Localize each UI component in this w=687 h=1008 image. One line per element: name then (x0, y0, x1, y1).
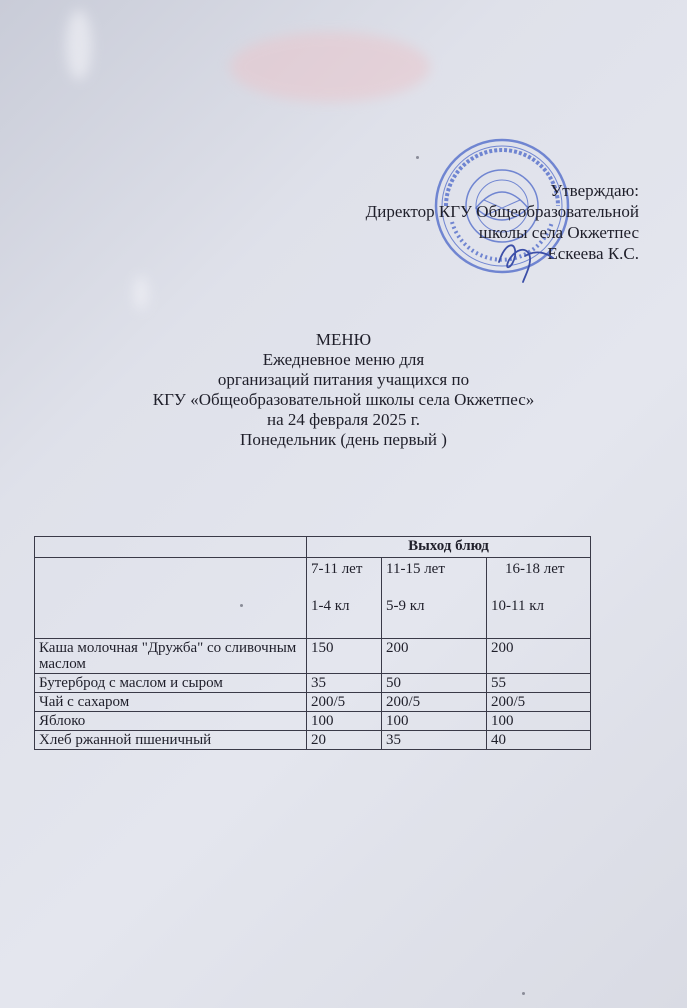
portion-value: 20 (307, 731, 382, 750)
menu-table (34, 536, 591, 750)
menu-school-name: КГУ «Общеобразовательной школы села Окжетпес» (152, 390, 535, 409)
approval-position: Директор КГУ Общеобразовательной (365, 202, 639, 221)
portion-value: 200 (487, 639, 591, 674)
age-range: 11-15 лет (386, 561, 445, 577)
portion-value: 35 (382, 731, 487, 750)
dish-name: Хлеб ржанной пшеничный (35, 731, 307, 750)
table-empty-cell (35, 558, 307, 639)
table-row (35, 712, 591, 731)
portion-value: 200 (382, 639, 487, 674)
age-group-cell (487, 558, 591, 639)
portion-value: 35 (307, 674, 382, 693)
approval-label: Утверждаю: (550, 181, 639, 200)
grade-range: 1-4 кл (311, 598, 350, 614)
menu-heading (0, 330, 687, 450)
paper-speck (240, 604, 243, 607)
dish-name: Чай с сахаром (35, 693, 307, 712)
table-header-row (35, 537, 591, 558)
table-row (35, 693, 591, 712)
table-row (35, 639, 591, 674)
menu-organization-line: организаций питания учащихся по (217, 370, 470, 389)
age-group-cell (307, 558, 382, 639)
light-glare (134, 276, 148, 310)
portion-value: 200/5 (487, 693, 591, 712)
portion-value: 55 (487, 674, 591, 693)
approval-name: Ескеева К.С. (547, 244, 639, 263)
approval-school: школы села Окжетпес (478, 223, 639, 242)
menu-date: на 24 февраля 2025 г. (266, 410, 421, 429)
portion-value: 100 (487, 712, 591, 731)
table-row (35, 674, 591, 693)
paper-speck (416, 156, 419, 159)
paper-speck (522, 992, 525, 995)
portion-value: 40 (487, 731, 591, 750)
dish-name: Каша молочная "Дружба" со сливочным маслом (35, 639, 307, 674)
grade-range: 10-11 кл (491, 598, 544, 614)
output-header: Выход блюд (307, 537, 591, 558)
portion-value: 50 (382, 674, 487, 693)
menu-title: МЕНЮ (315, 330, 372, 349)
age-range: 7-11 лет (311, 561, 363, 577)
dish-name: Яблоко (35, 712, 307, 731)
age-group-cell (382, 558, 487, 639)
portion-value: 200/5 (307, 693, 382, 712)
dish-name: Бутерброд с маслом и сыром (35, 674, 307, 693)
portion-value: 100 (307, 712, 382, 731)
grade-range: 5-9 кл (386, 598, 425, 614)
age-range: 16-18 лет (505, 561, 565, 577)
handwritten-signature (495, 232, 557, 284)
light-glare (230, 32, 430, 102)
table-row (35, 731, 591, 750)
age-group-row (35, 558, 591, 639)
portion-value: 200/5 (382, 693, 487, 712)
portion-value: 100 (382, 712, 487, 731)
menu-subtitle: Ежедневное меню для (262, 350, 425, 369)
portion-value: 150 (307, 639, 382, 674)
menu-day: Понедельник (день первый ) (240, 430, 447, 449)
table-empty-cell (35, 537, 307, 558)
light-glare (66, 10, 92, 80)
